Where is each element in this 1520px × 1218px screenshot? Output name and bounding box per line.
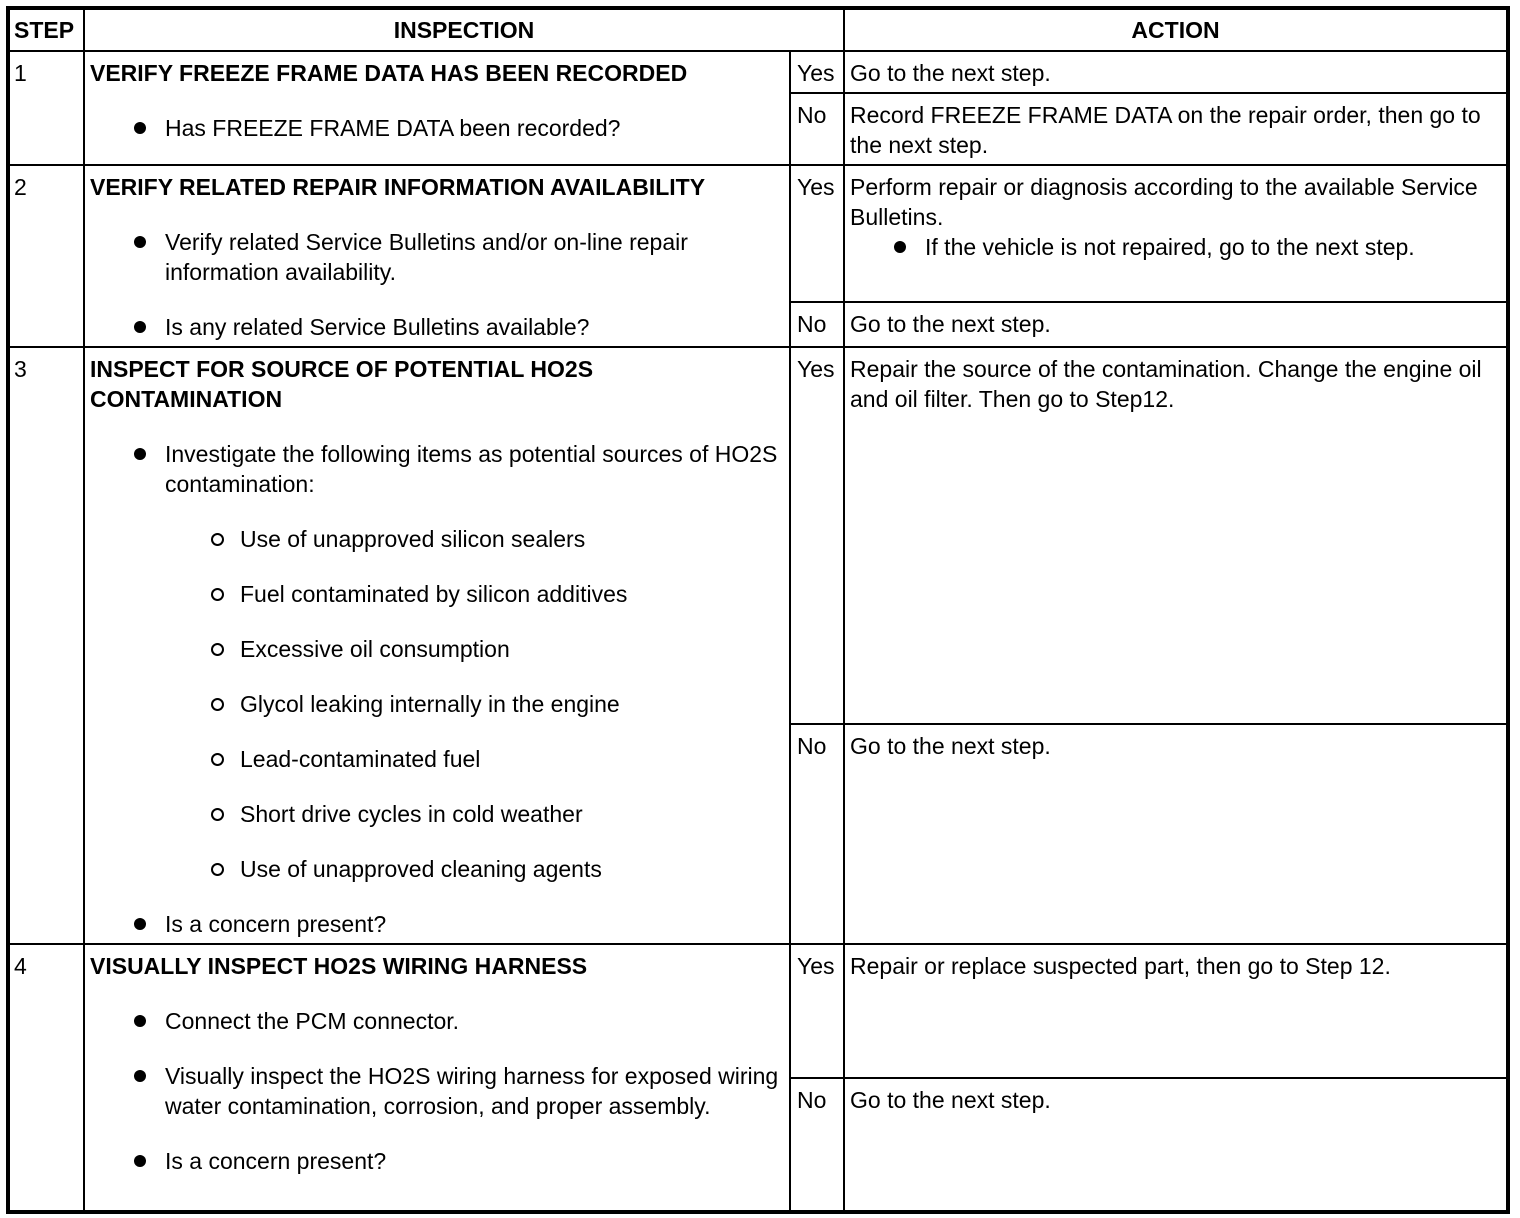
action-bullet-item: If the vehicle is not repaired, go to the next step. bbox=[850, 232, 1501, 262]
step-number: 2 bbox=[8, 165, 84, 347]
yes-label: Yes bbox=[790, 944, 844, 1078]
step-2-yes-row bbox=[8, 165, 1508, 302]
no-label: No bbox=[790, 93, 844, 165]
yes-action bbox=[844, 165, 1508, 302]
bullet-item: Is a concern present? bbox=[90, 1146, 784, 1176]
step-inspection bbox=[84, 944, 790, 1212]
step-number: 4 bbox=[8, 944, 84, 1212]
inspection-column-header: INSPECTION bbox=[84, 8, 844, 51]
bullet-item: Is any related Service Bulletins available? bbox=[90, 312, 784, 342]
yes-label: Yes bbox=[790, 347, 844, 724]
sub-item: Use of unapproved silicon sealers bbox=[165, 524, 784, 554]
bullet-list bbox=[90, 1006, 784, 1176]
step-number: 3 bbox=[8, 347, 84, 944]
bullet-list bbox=[90, 439, 784, 939]
sub-item: Use of unapproved cleaning agents bbox=[165, 854, 784, 884]
yes-action: Repair or replace suspected part, then go to Step 12. bbox=[844, 944, 1508, 1078]
diagnostic-table bbox=[6, 6, 1510, 1214]
sub-item-list bbox=[165, 524, 784, 884]
step-title: VISUALLY INSPECT HO2S WIRING HARNESS bbox=[90, 953, 588, 979]
step-inspection bbox=[84, 165, 790, 347]
action-column-header: ACTION bbox=[844, 8, 1508, 51]
no-action: Go to the next step. bbox=[844, 1078, 1508, 1212]
bullet-item: Has FREEZE FRAME DATA been recorded? bbox=[90, 113, 784, 143]
yes-action-text: Perform repair or diagnosis according to the available Service Bulletins. bbox=[850, 174, 1478, 230]
no-label: No bbox=[790, 1078, 844, 1212]
action-bullet-list bbox=[850, 232, 1501, 262]
sub-item: Excessive oil consumption bbox=[165, 634, 784, 664]
no-action: Record FREEZE FRAME DATA on the repair order, then go to the next step. bbox=[844, 93, 1508, 165]
bullet-intro: Investigate the following items as potential sources of HO2S contamination: bbox=[165, 441, 778, 497]
step-column-header: STEP bbox=[8, 8, 84, 51]
bullet-list bbox=[90, 227, 784, 342]
sub-item: Short drive cycles in cold weather bbox=[165, 799, 784, 829]
step-1-yes-row bbox=[8, 51, 1508, 93]
yes-action: Repair the source of the contamination. Change the engine oil and oil filter. Then go to Step12. bbox=[844, 347, 1508, 724]
step-4-yes-row bbox=[8, 944, 1508, 1078]
yes-action: Go to the next step. bbox=[844, 51, 1508, 93]
step-title: VERIFY FREEZE FRAME DATA HAS BEEN RECORDED bbox=[90, 60, 688, 86]
no-action: Go to the next step. bbox=[844, 724, 1508, 944]
step-inspection bbox=[84, 347, 790, 944]
yes-label: Yes bbox=[790, 165, 844, 302]
no-label: No bbox=[790, 302, 844, 347]
step-3-yes-row bbox=[8, 347, 1508, 724]
header-row bbox=[8, 8, 1508, 51]
sub-item: Lead-contaminated fuel bbox=[165, 744, 784, 774]
bullet-item: Verify related Service Bulletins and/or on-line repair information availability. bbox=[90, 227, 784, 287]
sub-item: Fuel contaminated by silicon additives bbox=[165, 579, 784, 609]
step-title: VERIFY RELATED REPAIR INFORMATION AVAILABILITY bbox=[90, 174, 706, 200]
bullet-item: Is a concern present? bbox=[90, 909, 784, 939]
step-number: 1 bbox=[8, 51, 84, 165]
step-title: INSPECT FOR SOURCE OF POTENTIAL HO2S CONTAMINATION bbox=[90, 356, 594, 412]
bullet-item: Connect the PCM connector. bbox=[90, 1006, 784, 1036]
sub-item: Glycol leaking internally in the engine bbox=[165, 689, 784, 719]
yes-label: Yes bbox=[790, 51, 844, 93]
no-label: No bbox=[790, 724, 844, 944]
bullet-list bbox=[90, 113, 784, 143]
no-action: Go to the next step. bbox=[844, 302, 1508, 347]
bullet-item bbox=[90, 439, 784, 884]
bullet-item: Visually inspect the HO2S wiring harness for exposed wiring water contamination, corrosion, and proper assembly. bbox=[90, 1061, 784, 1121]
diagnostic-procedure-document bbox=[6, 6, 1506, 1211]
step-inspection bbox=[84, 51, 790, 165]
